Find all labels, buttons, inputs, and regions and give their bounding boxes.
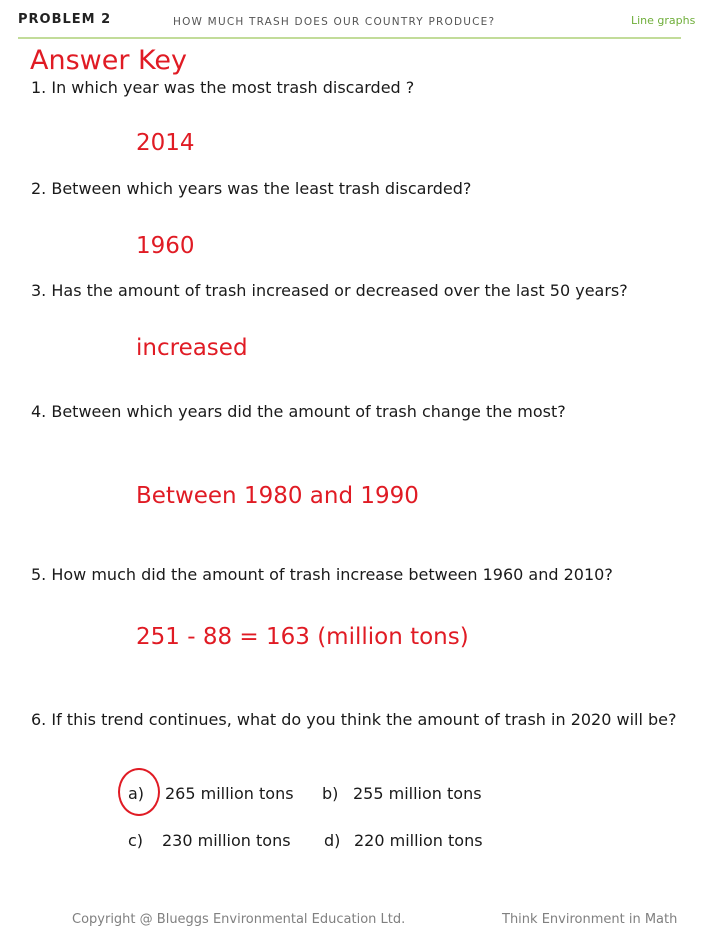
question-2: 2. Between which years was the least trash discarded? — [31, 179, 472, 198]
option-b-letter: b) — [322, 784, 339, 803]
option-d-letter: d) — [324, 831, 341, 850]
worksheet-title: HOW MUCH TRASH DOES OUR COUNTRY PRODUCE? — [173, 16, 496, 28]
question-3: 3. Has the amount of trash increased or decreased over the last 50 years? — [31, 281, 628, 300]
answer-key-heading: Answer Key — [30, 45, 187, 76]
footer-copyright: Copyright @ Blueggs Environmental Education Ltd. — [72, 912, 406, 927]
answer-4: Between 1980 and 1990 — [136, 483, 419, 509]
answer-2: 1960 — [136, 233, 195, 259]
question-5: 5. How much did the amount of trash increase between 1960 and 2010? — [31, 565, 613, 584]
option-c-letter: c) — [128, 831, 144, 850]
option-b-text: 255 million tons — [353, 784, 482, 803]
option-d-text: 220 million tons — [354, 831, 483, 850]
answer-1: 2014 — [136, 130, 195, 156]
footer-tagline: Think Environment in Math — [502, 912, 678, 927]
topic-label: Line graphs — [631, 14, 696, 27]
problem-label: PROBLEM 2 — [18, 12, 112, 27]
question-6: 6. If this trend continues, what do you think the amount of trash in 2020 will be? — [31, 710, 677, 729]
answer-3: increased — [136, 335, 248, 361]
question-4: 4. Between which years did the amount of trash change the most? — [31, 402, 566, 421]
answer-5: 251 - 88 = 163 (million tons) — [136, 624, 469, 650]
option-a-text: 265 million tons — [165, 784, 294, 803]
question-1: 1. In which year was the most trash discarded ? — [31, 78, 415, 97]
option-c-text: 230 million tons — [162, 831, 291, 850]
option-a-letter: a) — [128, 784, 145, 803]
header-divider — [18, 37, 681, 39]
